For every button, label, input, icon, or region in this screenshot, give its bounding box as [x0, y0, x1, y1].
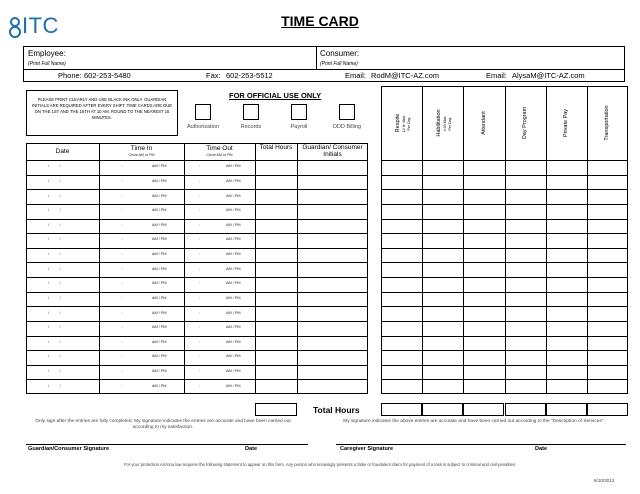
row-time-out-ampm[interactable]: AM / PM — [226, 281, 241, 286]
row-date-field[interactable]: / / — [48, 281, 61, 286]
page-title: TIME CARD — [281, 13, 359, 29]
row-time-in-ampm[interactable]: AM / PM — [152, 208, 167, 213]
row-date-field[interactable]: / / — [48, 237, 61, 242]
row-time-out-sep: : — [199, 281, 201, 286]
row-date-field[interactable]: / / — [48, 295, 61, 300]
caregiver-note: My signature indicates the above entries are accurate and have been carried out according to the "Description of Services". — [343, 419, 605, 424]
row-time-out-sep: : — [199, 339, 201, 344]
service-col-1-sub1: 12 Hr Max — [401, 115, 406, 133]
row-date-field[interactable]: / / — [48, 193, 61, 198]
consumer-name-field[interactable] — [370, 50, 620, 66]
guardian-signature-field[interactable] — [26, 431, 206, 443]
row-time-out-ampm[interactable]: AM / PM — [226, 354, 241, 359]
row-time-out-sep: : — [199, 164, 201, 169]
row-time-in-sep: : — [122, 222, 124, 227]
guardian-date-label: Date — [245, 446, 258, 452]
row-time-out-ampm[interactable]: AM / PM — [226, 178, 241, 183]
row-time-in-sep: : — [122, 354, 124, 359]
phone-value: 602-253-5480 — [84, 71, 131, 80]
row-time-in-ampm[interactable]: AM / PM — [152, 325, 167, 330]
col-total-hours-header: Total Hours — [259, 144, 293, 151]
row-time-out-ampm[interactable]: AM / PM — [226, 369, 241, 374]
employee-hint: (Print Full Name) — [28, 61, 66, 67]
row-time-out-ampm[interactable]: AM / PM — [226, 252, 241, 257]
row-time-out-sep: : — [199, 354, 201, 359]
row-date-field[interactable]: / / — [48, 325, 61, 330]
guardian-note: Only sign after the entries are fully completed. My signature indicates the entries are accurate and have been carried out according to my satisfaction. — [35, 419, 291, 430]
row-time-in-ampm[interactable]: AM / PM — [152, 339, 167, 344]
service-total-box-5[interactable] — [546, 403, 587, 416]
service-col-3-label: Attendant — [480, 111, 487, 135]
row-date-field[interactable]: / / — [48, 222, 61, 227]
row-time-in-sep: : — [122, 339, 124, 344]
email1-label: Email: — [345, 71, 366, 80]
row-time-in-ampm[interactable]: AM / PM — [152, 193, 167, 198]
ddd-billing-checkbox[interactable] — [339, 104, 355, 120]
col-time-out-sub: Circle AM or PM — [206, 153, 233, 157]
service-col-5-label: Private Pay — [563, 108, 570, 138]
row-date-field[interactable]: / / — [48, 339, 61, 344]
row-time-out-sep: : — [199, 325, 201, 330]
col-date-header: Date — [55, 148, 70, 155]
row-time-out-sep: : — [199, 369, 201, 374]
row-time-out-sep: : — [199, 252, 201, 257]
row-date-field[interactable]: / / — [48, 369, 61, 374]
row-time-out-ampm[interactable]: AM / PM — [226, 325, 241, 330]
row-time-out-sep: : — [199, 208, 201, 213]
row-time-out-ampm[interactable]: AM / PM — [226, 383, 241, 388]
row-time-out-sep: : — [199, 222, 201, 227]
authorization-label: Authorization — [186, 124, 220, 130]
row-time-in-ampm[interactable]: AM / PM — [152, 178, 167, 183]
instructions-box: PLEASE PRINT CLEARLY AND USE BLACK INK ONLY. GUARDIAN INITIALS ARE REQUIRED AFTER EVERY SHIFT. TIME CARDS ARE DUE ON THE 1ST AND THE 16TH AT 10 AM. ROUND TO THE NEAREST 15 MINUTES. — [26, 90, 178, 136]
service-total-box-6[interactable] — [587, 403, 628, 416]
row-time-out-sep: : — [199, 310, 201, 315]
row-time-out-ampm[interactable]: AM / PM — [226, 295, 241, 300]
legal-footer: For your protection Arizona law requires the following statement to appear on this form. Any person who knowingly presents a false or fraudulent claim for payment of a loss is subject to criminal and civil penalties. — [123, 462, 517, 467]
row-date-field[interactable]: / / — [48, 354, 61, 359]
row-time-out-ampm[interactable]: AM / PM — [226, 266, 241, 271]
consumer-hint: (Print Full Name) — [320, 61, 358, 67]
caregiver-signature-label: Caregiver Signature — [340, 446, 394, 452]
service-col-1-label: Respite — [394, 113, 401, 133]
row-date-field[interactable]: / / — [48, 252, 61, 257]
col-time-in-header: Time In — [130, 145, 153, 152]
service-col-2-label: Habilitation — [435, 109, 442, 137]
row-time-out-ampm[interactable]: AM / PM — [226, 222, 241, 227]
row-time-in-ampm[interactable]: AM / PM — [152, 383, 167, 388]
row-time-in-ampm[interactable]: AM / PM — [152, 252, 167, 257]
logo-text: ITC — [22, 13, 59, 38]
row-time-out-sep: : — [199, 295, 201, 300]
row-time-in-ampm[interactable]: AM / PM — [152, 266, 167, 271]
row-time-in-sep: : — [122, 369, 124, 374]
total-hours-label: Total Hours — [313, 405, 360, 415]
row-time-in-sep: : — [122, 252, 124, 257]
row-time-in-ampm[interactable]: AM / PM — [152, 281, 167, 286]
service-total-box-4[interactable] — [505, 403, 546, 416]
row-date-field[interactable]: / / — [48, 383, 61, 388]
row-time-in-sep: : — [122, 164, 124, 169]
revision-date: 9/10/2012 — [594, 478, 615, 483]
row-time-in-sep: : — [122, 193, 124, 198]
authorization-checkbox[interactable] — [195, 104, 211, 120]
records-label: Records — [240, 124, 262, 130]
row-time-out-sep: : — [199, 193, 201, 198]
service-col-4-label: Day Program — [522, 106, 529, 140]
row-time-in-sep: : — [122, 281, 124, 286]
ddd-billing-label: DDD Billing — [332, 124, 362, 130]
row-time-in-sep: : — [122, 310, 124, 315]
row-time-in-sep: : — [122, 266, 124, 271]
official-use-title: FOR OFFICIAL USE ONLY — [229, 91, 322, 100]
row-time-in-sep: : — [122, 383, 124, 388]
col-time-in-sub: Circle AM or PM — [128, 153, 155, 157]
row-time-out-ampm[interactable]: AM / PM — [226, 193, 241, 198]
employee-label: Employee: — [28, 49, 66, 58]
row-time-in-sep: : — [122, 325, 124, 330]
row-time-out-sep: : — [199, 383, 201, 388]
caregiver-date-label: Date — [535, 446, 548, 452]
fax-label: Fax: — [206, 71, 221, 80]
row-time-out-ampm[interactable]: AM / PM — [226, 164, 241, 169]
row-date-field[interactable]: / / — [48, 178, 61, 183]
payroll-label: Payroll — [290, 124, 308, 130]
row-time-in-ampm[interactable]: AM / PM — [152, 237, 167, 242]
phone-label: Phone: — [58, 71, 82, 80]
row-time-in-ampm[interactable]: AM / PM — [152, 164, 167, 169]
service-total-box-2[interactable] — [422, 403, 463, 416]
row-time-in-sep: : — [122, 237, 124, 242]
guardian-signature-label: Guardian/Consumer Signature — [28, 446, 110, 452]
email2-label: Email: — [486, 71, 507, 80]
row-time-out-ampm[interactable]: AM / PM — [226, 339, 241, 344]
row-time-in-ampm[interactable]: AM / PM — [152, 369, 167, 374]
row-time-out-sep: : — [199, 237, 201, 242]
records-checkbox[interactable] — [243, 104, 259, 120]
email2-value: AlysaM@ITC-AZ.com — [512, 71, 585, 80]
consumer-label: Consumer: — [320, 49, 360, 58]
row-time-out-ampm[interactable]: AM / PM — [226, 208, 241, 213]
row-time-out-sep: : — [199, 178, 201, 183]
employee-name-field[interactable] — [80, 50, 310, 66]
row-time-out-ampm[interactable]: AM / PM — [226, 237, 241, 242]
row-time-in-ampm[interactable]: AM / PM — [152, 295, 167, 300]
row-date-field[interactable]: / / — [48, 208, 61, 213]
total-hours-box[interactable] — [255, 403, 297, 416]
payroll-checkbox[interactable] — [291, 104, 307, 120]
row-time-in-ampm[interactable]: AM / PM — [152, 310, 167, 315]
row-date-field[interactable]: / / — [48, 164, 61, 169]
service-total-box-3[interactable] — [463, 403, 504, 416]
service-col-2-sub1: 4.00 Max — [442, 116, 447, 132]
service-col-6-label: Transportation — [604, 105, 611, 141]
row-time-in-ampm[interactable]: AM / PM — [152, 354, 167, 359]
service-col-2-sub2: Per Day — [447, 117, 452, 131]
col-time-out-header: Time Out — [206, 145, 233, 152]
row-time-in-sep: : — [122, 178, 124, 183]
time-entry-table — [26, 143, 368, 394]
row-time-in-sep: : — [122, 295, 124, 300]
caregiver-signature-field[interactable] — [336, 431, 516, 443]
row-date-field[interactable]: / / — [48, 310, 61, 315]
col-guardian-header: Guardian/ Consumer Initials — [302, 144, 363, 158]
row-time-in-sep: : — [122, 208, 124, 213]
row-date-field[interactable]: / / — [48, 266, 61, 271]
row-time-in-ampm[interactable]: AM / PM — [152, 222, 167, 227]
service-total-box-1[interactable] — [381, 403, 422, 416]
service-col-1-sub2: Per Day — [406, 117, 411, 131]
fax-value: 602-253-5512 — [226, 71, 273, 80]
row-time-out-sep: : — [199, 266, 201, 271]
email1-value: RodM@ITC-AZ.com — [371, 71, 440, 80]
row-time-out-ampm[interactable]: AM / PM — [226, 310, 241, 315]
